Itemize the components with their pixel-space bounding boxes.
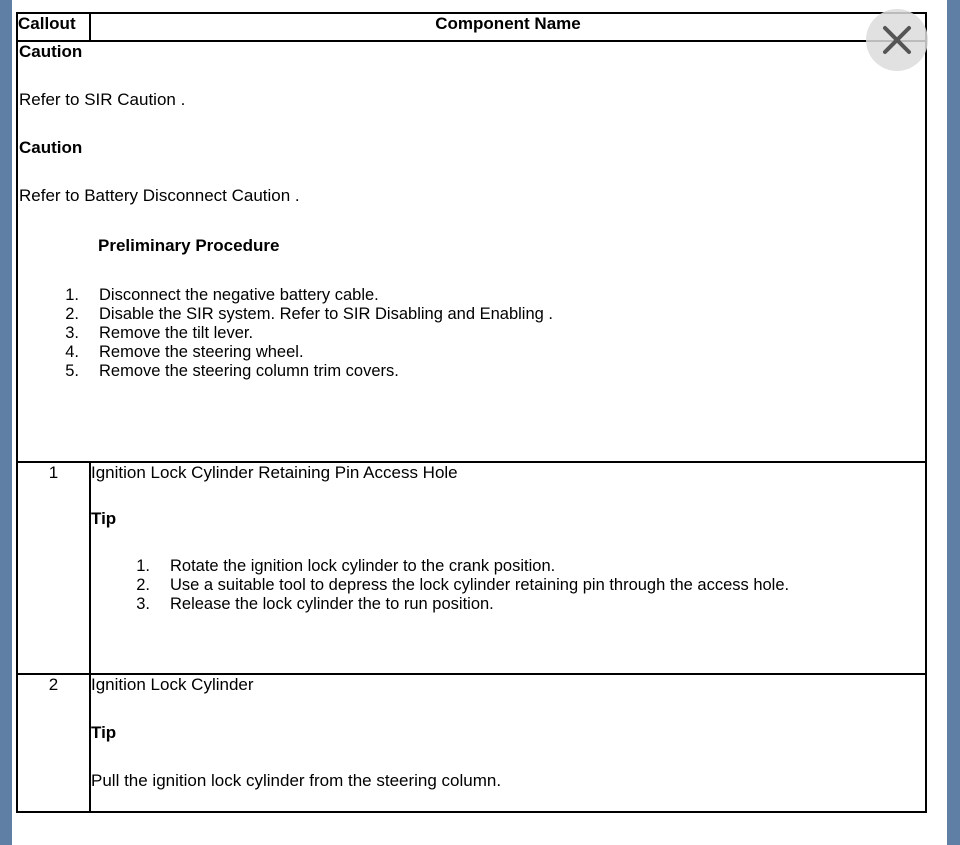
close-button[interactable] <box>866 9 928 71</box>
header-callout: Callout <box>17 13 90 41</box>
intro-cell <box>17 41 926 462</box>
list-item: 2. Disable the SIR system. Refer to SIR Disabling and Enabling . <box>65 305 553 323</box>
list-item: 3. Release the lock cylinder the to run position. <box>136 595 494 613</box>
procedure-table <box>16 12 927 813</box>
table-row <box>17 462 926 674</box>
list-item: 3. Remove the tilt lever. <box>65 324 254 342</box>
tip-title: Tip <box>91 509 117 528</box>
caution-reference: Refer to SIR Caution . <box>19 90 186 109</box>
caution-title: Caution <box>19 42 83 61</box>
table-header-row <box>17 13 926 41</box>
preliminary-steps-list <box>18 286 925 381</box>
list-item: 4. Remove the steering wheel. <box>65 343 304 361</box>
list-item: 2. Use a suitable tool to depress the lock cylinder retaining pin through the access hole. <box>136 576 790 594</box>
close-icon <box>882 25 912 55</box>
table-row <box>17 674 926 812</box>
tip-steps-list <box>91 557 925 614</box>
component-name: Ignition Lock Cylinder <box>91 675 254 694</box>
caution-reference: Refer to Battery Disconnect Caution . <box>19 186 300 205</box>
callout-number: 2 <box>17 674 90 812</box>
header-component-name: Component Name <box>90 13 926 41</box>
callout-number: 1 <box>17 462 90 674</box>
intro-row <box>17 41 926 462</box>
list-item: 5. Remove the steering column trim covers. <box>65 362 399 380</box>
tip-title: Tip <box>91 723 117 742</box>
component-cell <box>90 674 926 812</box>
list-item: 1. Rotate the ignition lock cylinder to the crank position. <box>136 557 556 575</box>
list-item: 1. Disconnect the negative battery cable. <box>65 286 379 304</box>
preliminary-procedure-title: Preliminary Procedure <box>98 236 280 255</box>
caution-title: Caution <box>19 138 83 157</box>
tip-text: Pull the ignition lock cylinder from the steering column. <box>91 771 502 790</box>
component-name: Ignition Lock Cylinder Retaining Pin Access Hole <box>91 463 458 482</box>
component-cell <box>90 462 926 674</box>
